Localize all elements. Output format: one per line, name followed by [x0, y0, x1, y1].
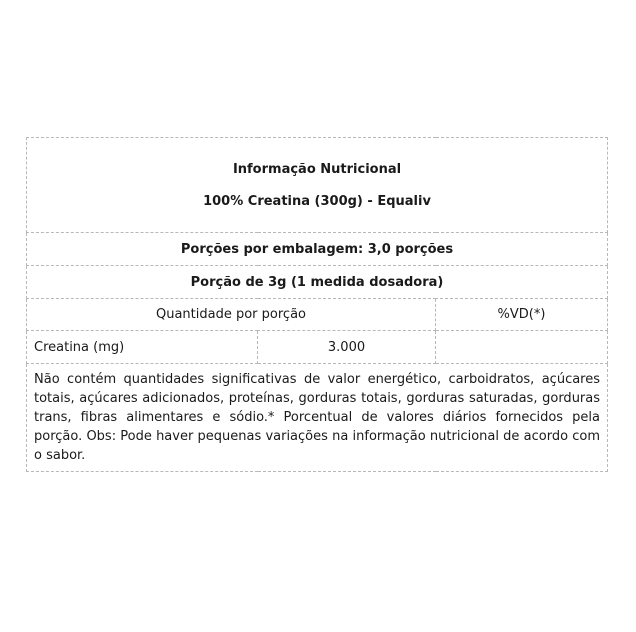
nutrient-name: Creatina (mg) [27, 331, 258, 364]
table-row [27, 331, 608, 364]
quantity-header: Quantidade por porção [27, 299, 436, 331]
title-cell [27, 138, 608, 233]
product-name: 100% Creatina (300g) - Equaliv [203, 193, 431, 209]
nutrition-table [26, 137, 608, 472]
nutrient-value: 3.000 [258, 331, 436, 364]
nutrient-dv [436, 331, 608, 364]
footnote: Não contém quantidades significativas de valor energético, carboidratos, açúcares totais, açúcares adicionados, proteínas, gorduras totais, gorduras saturadas, gorduras trans, fibras alimentares e sódio.* Porcentual de valores diários fornecidos pela porção. Obs: Pode haver pequenas variações na informação nutricional de acordo com o sabor. [27, 364, 608, 472]
dv-header: %VD(*) [436, 299, 608, 331]
servings-per-package: Porções por embalagem: 3,0 porções [27, 233, 608, 266]
table-title: Informação Nutricional [232, 161, 402, 177]
serving-size: Porção de 3g (1 medida dosadora) [27, 266, 608, 299]
